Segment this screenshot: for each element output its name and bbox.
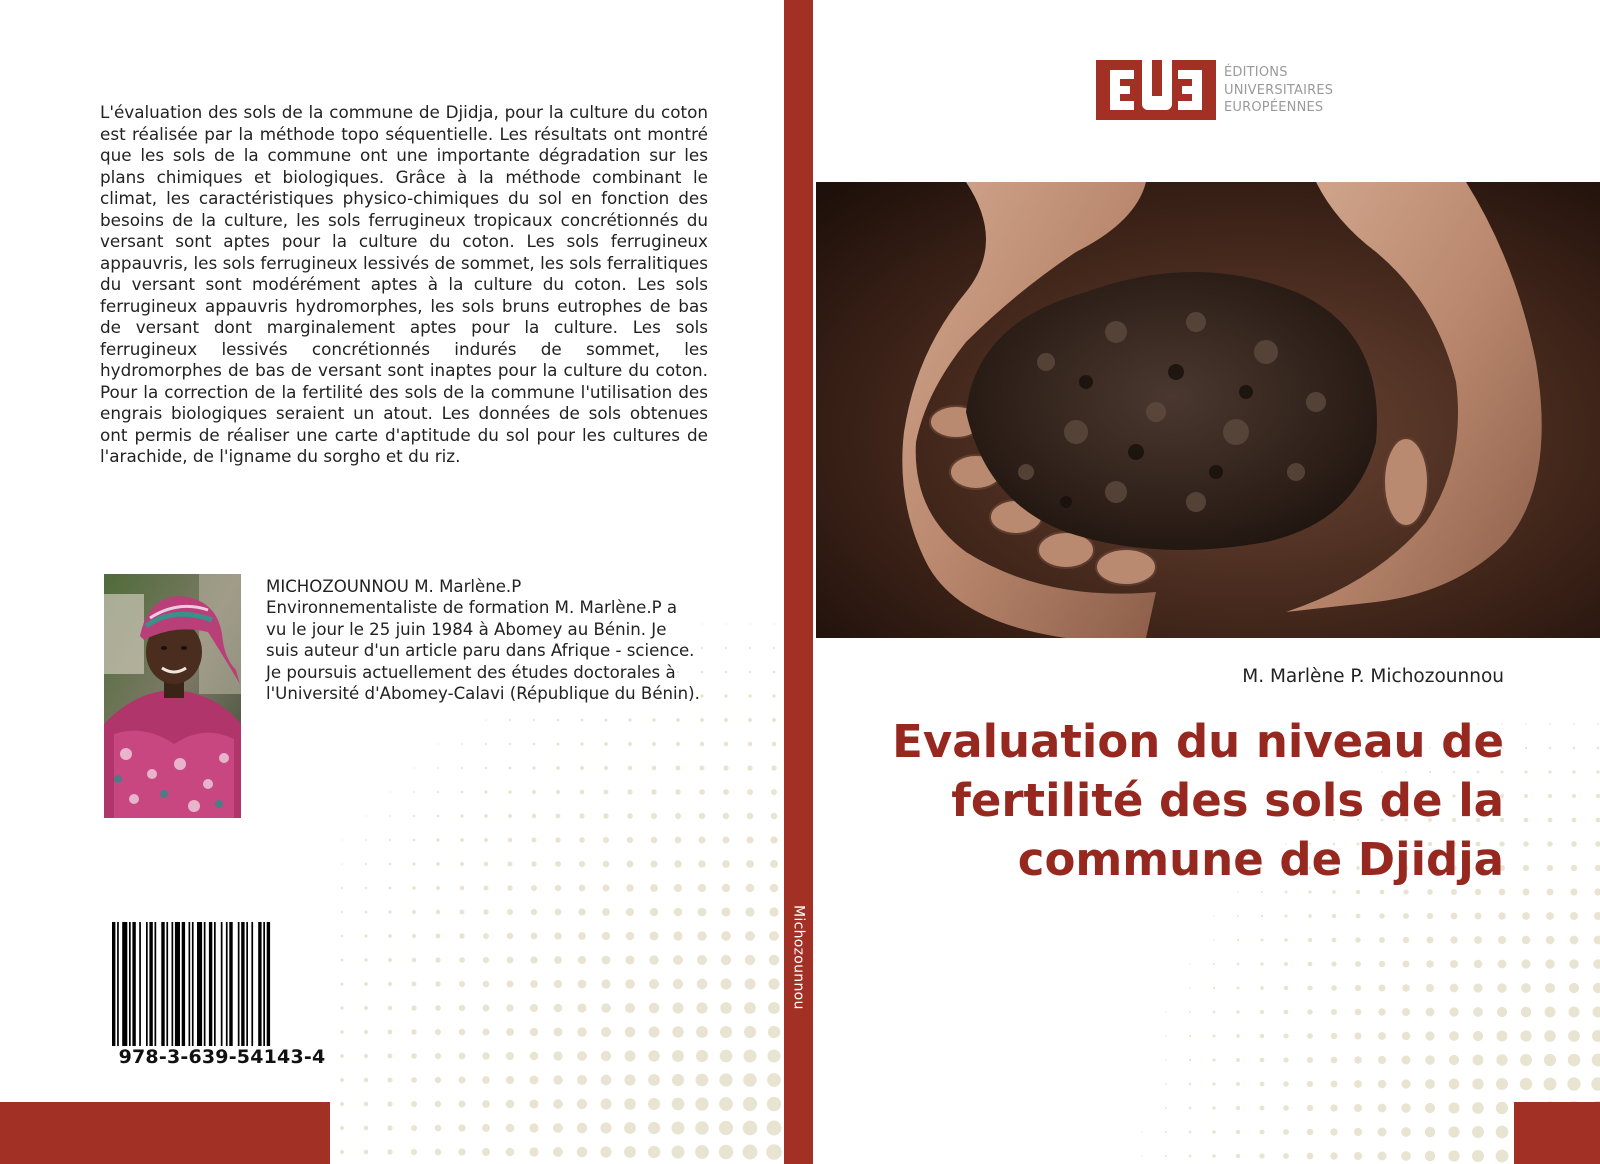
author-bio-line: vu le jour le 25 juin 1984 à Abomey au Bénin. Je: [266, 619, 667, 639]
author-bio-line: MICHOZOUNNOU M. Marlène.P: [266, 577, 522, 596]
author-bio: [266, 576, 716, 704]
book-title-line: Evaluation du niveau de: [892, 715, 1504, 768]
author-bio-line: suis auteur d'un article paru dans Afrique - science.: [266, 641, 695, 661]
cover-photo: [816, 182, 1600, 638]
barcode-icon: [110, 922, 334, 1046]
book-title-line: commune de Djidja: [1017, 833, 1504, 886]
book-title: [884, 712, 1504, 889]
publisher-line: UNIVERSITAIRES: [1224, 82, 1334, 98]
publisher-name: [1224, 64, 1333, 117]
spine-author: Michozounnou: [790, 904, 807, 1010]
publisher-line: EUROPÉENNES: [1224, 100, 1324, 115]
isbn-number: 978-3-639-54143-4: [118, 1046, 326, 1068]
author-bio-line: Je poursuis actuellement des études doctorales à: [266, 662, 676, 682]
back-red-bar: [0, 1102, 330, 1164]
hands-holding-soil-icon: [816, 182, 1600, 638]
author-bio-line: Environnementaliste de formation M. Marlène.P a: [266, 598, 678, 618]
author-photo: [104, 574, 241, 818]
front-red-bar: [1514, 1102, 1600, 1164]
publisher-line: ÉDITIONS: [1224, 65, 1288, 80]
front-author-name: M. Marlène P. Michozounnou: [1242, 666, 1504, 687]
author-portrait-icon: [104, 574, 241, 818]
back-cover-blurb: L'évaluation des sols de la commune de Djidja, pour la culture du coton est réalisée par la méthode topo séquentielle. Les résultats ont montré que les sols de la commune ont une importante dégradation sur les plans chimiques et biologiques. Grâce à la méthode combinant le climat, les caractéristiques physico-chimiques du sol en fonction des besoins de la culture, les sols ferrugineux tropicaux concrétionnés du versant sont aptes pour la culture du coton. Les sols ferrugineux appauvris, les sols ferrugineux lessivés de sommet, les sols ferralitiques du versant sont modérément aptes à la culture du coton. Les sols ferrugineux appauvris hydromorphes, les sols bruns eutrophes de bas de versant dont marginalement aptes pour la culture. Les sols ferrugineux lessivés concrétionnés indurés de sommet, les hydromorphes de bas de versant sont inaptes pour la culture du coton. Pour la correction de la fertilité des sols de la commune l'utilisation des engrais biologiques seraient un atout. Les données de sols obtenues ont permis de réaliser une carte d'aptitude du sol pour les cultures de l'arachide, de l'igname du sorgho et du riz.: [100, 102, 708, 466]
book-title-line: fertilité des sols de la: [951, 774, 1504, 827]
author-bio-line: l'Université d'Abomey-Calavi (République du Bénin).: [266, 684, 700, 704]
